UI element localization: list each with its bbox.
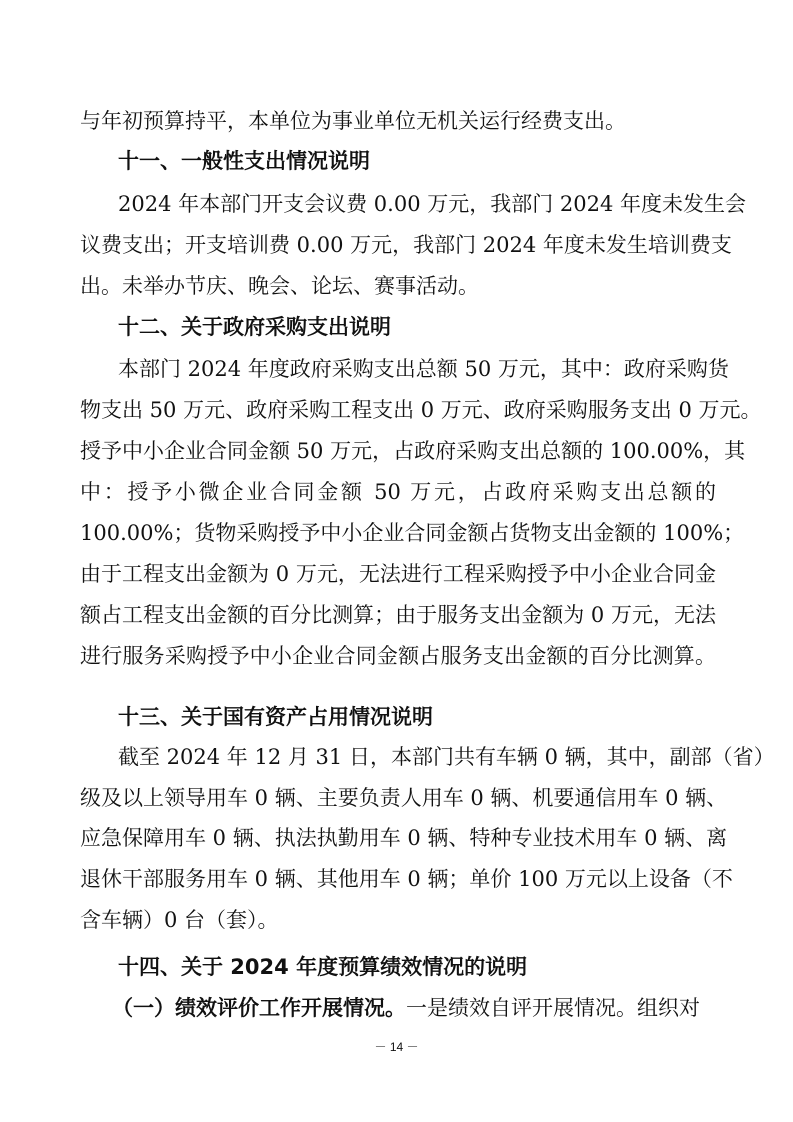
paragraph-line [112, 995, 716, 1021]
section-heading-12: 十二、关于政府采购支出说明 [118, 315, 391, 339]
paragraph-line: 含车辆）0 台（套）。 [80, 908, 279, 932]
paragraph-line: 议费支出；开支培训费 0.00 万元，我部门 2024 年度未发生培训费支 [80, 233, 732, 257]
paragraph-line: 退休干部服务用车 0 辆、其他用车 0 辆；单价 100 万元以上设备（不 [80, 867, 733, 891]
paragraph-line: 授予中小企业合同金额 50 万元，占政府采购支出总额的 100.00%，其 [80, 439, 746, 463]
section-heading-11: 十一、一般性支出情况说明 [118, 149, 370, 173]
section-heading-13: 十三、关于国有资产占用情况说明 [118, 705, 433, 729]
paragraph-line: 本部门 2024 年度政府采购支出总额 50 万元，其中：政府采购货 [118, 357, 729, 381]
paragraph-line: 由于工程支出金额为 0 万元，无法进行工程采购授予中小企业合同金 [80, 562, 716, 586]
paragraph-line: 进行服务采购授予中小企业合同金额占服务支出金额的百分比测算。 [80, 644, 716, 668]
paragraph-line: 与年初预算持平，本单位为事业单位无机关运行经费支出。 [80, 109, 626, 133]
body-text: 一是绩效自评开展情况。组织对 [406, 996, 700, 1020]
paragraph-line: 截至 2024 年 12 月 31 日，本部门共有车辆 0 辆，其中，副部（省） [118, 745, 775, 769]
subheading-text: （一）绩效评价工作开展情况。 [112, 996, 406, 1020]
paragraph-line: 额占工程支出金额的百分比测算；由于服务支出金额为 0 万元，无法 [80, 603, 716, 627]
section-heading-14: 十四、关于 2024 年度预算绩效情况的说明 [118, 955, 528, 979]
paragraph-line: 100.00%；货物采购授予中小企业合同金额占货物支出金额的 100%； [80, 521, 745, 545]
paragraph-line: 出。未举办节庆、晚会、论坛、赛事活动。 [80, 274, 479, 298]
paragraph-line: 中：授予小微企业合同金额 50 万元，占政府采购支出总额的 [80, 480, 716, 504]
paragraph-line: 应急保障用车 0 辆、执法执勤用车 0 辆、特种专业技术用车 0 辆、离 [80, 826, 728, 850]
page-number: － 14 － [374, 1040, 419, 1054]
paragraph-line: 级及以上领导用车 0 辆、主要负责人用车 0 辆、机要通信用车 0 辆、 [80, 786, 728, 810]
paragraph-line: 物支出 50 万元、政府采购工程支出 0 万元、政府采购服务支出 0 万元。 [80, 398, 762, 422]
paragraph-line: 2024 年本部门开支会议费 0.00 万元，我部门 2024 年度未发生会 [118, 192, 747, 216]
